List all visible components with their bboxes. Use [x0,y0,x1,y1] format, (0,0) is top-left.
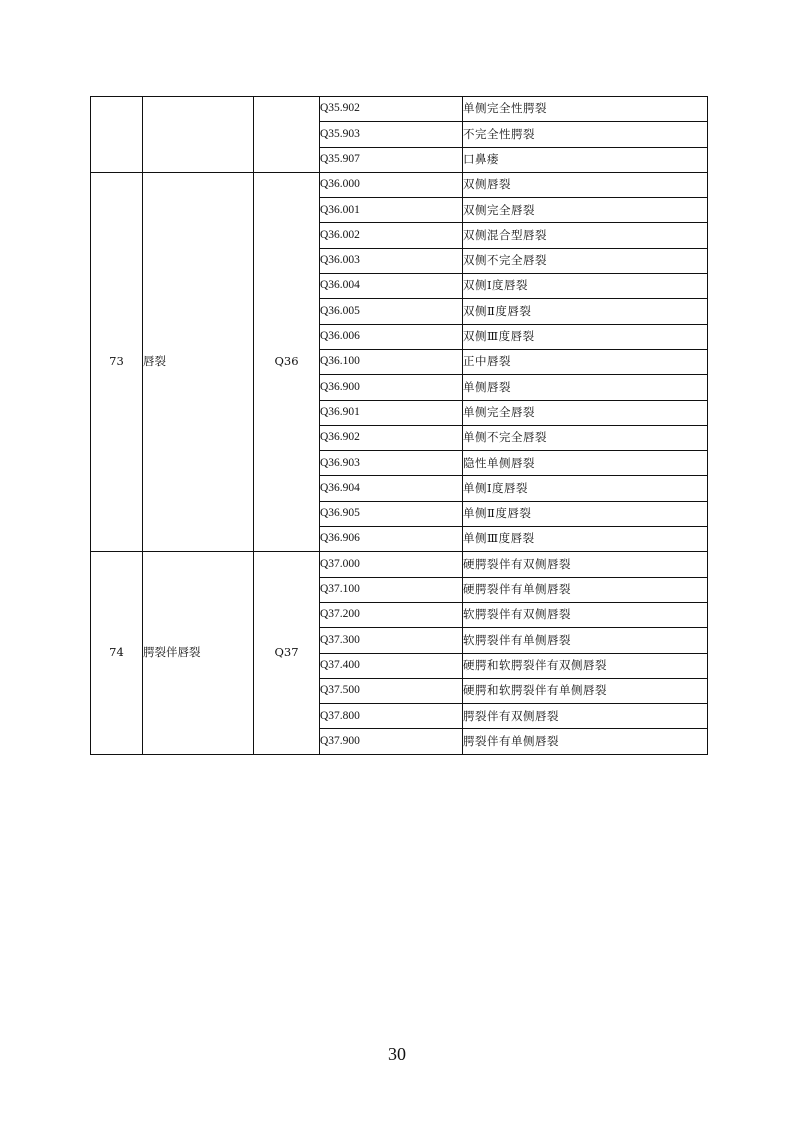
code-cell: Q36.003 [320,248,463,273]
code-cell: Q36.000 [320,172,463,197]
code-cell: Q37.000 [320,552,463,577]
code-cell: Q37.400 [320,653,463,678]
description-cell: 双侧完全唇裂 [463,198,708,223]
description-cell: 双侧不完全唇裂 [463,248,708,273]
description-cell: 腭裂伴有双侧唇裂 [463,704,708,729]
description-cell: 单侧Ⅰ度唇裂 [463,476,708,501]
description-cell: 腭裂伴有单侧唇裂 [463,729,708,754]
code-cell: Q36.900 [320,375,463,400]
description-cell: 单侧完全唇裂 [463,400,708,425]
description-cell: 硬腭和软腭裂伴有单侧唇裂 [463,678,708,703]
description-cell: 硬腭裂伴有单侧唇裂 [463,577,708,602]
code-cell: Q36.006 [320,324,463,349]
code-cell: Q37.900 [320,729,463,754]
description-cell: 单侧完全性腭裂 [463,97,708,122]
description-cell: 双侧混合型唇裂 [463,223,708,248]
code-cell: Q37.500 [320,678,463,703]
description-cell: 硬腭裂伴有双侧唇裂 [463,552,708,577]
code-cell: Q37.800 [320,704,463,729]
code-cell: Q36.906 [320,527,463,552]
description-cell: 单侧Ⅲ度唇裂 [463,527,708,552]
description-cell: 隐性单侧唇裂 [463,451,708,476]
code-cell: Q35.907 [320,147,463,172]
code-cell: Q36.902 [320,425,463,450]
description-cell: 单侧Ⅱ度唇裂 [463,501,708,526]
code-cell: Q37.300 [320,628,463,653]
category-code-cell [254,97,320,173]
code-cell: Q36.001 [320,198,463,223]
description-cell: 双侧Ⅰ度唇裂 [463,274,708,299]
code-cell: Q36.002 [320,223,463,248]
group-number-cell [91,97,143,173]
code-cell: Q36.903 [320,451,463,476]
description-cell: 双侧Ⅲ度唇裂 [463,324,708,349]
code-cell: Q36.005 [320,299,463,324]
code-cell: Q35.903 [320,122,463,147]
group-number-cell: 73 [91,172,143,551]
description-cell: 硬腭和软腭裂伴有双侧唇裂 [463,653,708,678]
code-cell: Q35.902 [320,97,463,122]
table-body [91,97,708,755]
description-cell: 单侧不完全唇裂 [463,425,708,450]
table-row [91,97,708,122]
category-code-cell: Q36 [254,172,320,551]
code-cell: Q36.904 [320,476,463,501]
diagnosis-code-table [90,96,708,755]
page-number: 30 [388,1044,406,1064]
description-cell: 正中唇裂 [463,349,708,374]
code-cell: Q37.200 [320,602,463,627]
category-code-cell: Q37 [254,552,320,754]
code-cell: Q36.901 [320,400,463,425]
description-cell: 单侧唇裂 [463,375,708,400]
group-number-cell: 74 [91,552,143,754]
description-cell: 双侧唇裂 [463,172,708,197]
code-cell: Q37.100 [320,577,463,602]
code-cell: Q36.004 [320,274,463,299]
description-cell: 软腭裂伴有双侧唇裂 [463,602,708,627]
code-cell: Q36.100 [320,349,463,374]
description-cell: 软腭裂伴有单侧唇裂 [463,628,708,653]
disease-name-cell [143,97,254,173]
table-row [91,172,708,197]
disease-name-cell: 腭裂伴唇裂 [143,552,254,754]
description-cell: 口鼻瘘 [463,147,708,172]
disease-name-cell: 唇裂 [143,172,254,551]
description-cell: 不完全性腭裂 [463,122,708,147]
description-cell: 双侧Ⅱ度唇裂 [463,299,708,324]
table-row [91,552,708,577]
code-cell: Q36.905 [320,501,463,526]
